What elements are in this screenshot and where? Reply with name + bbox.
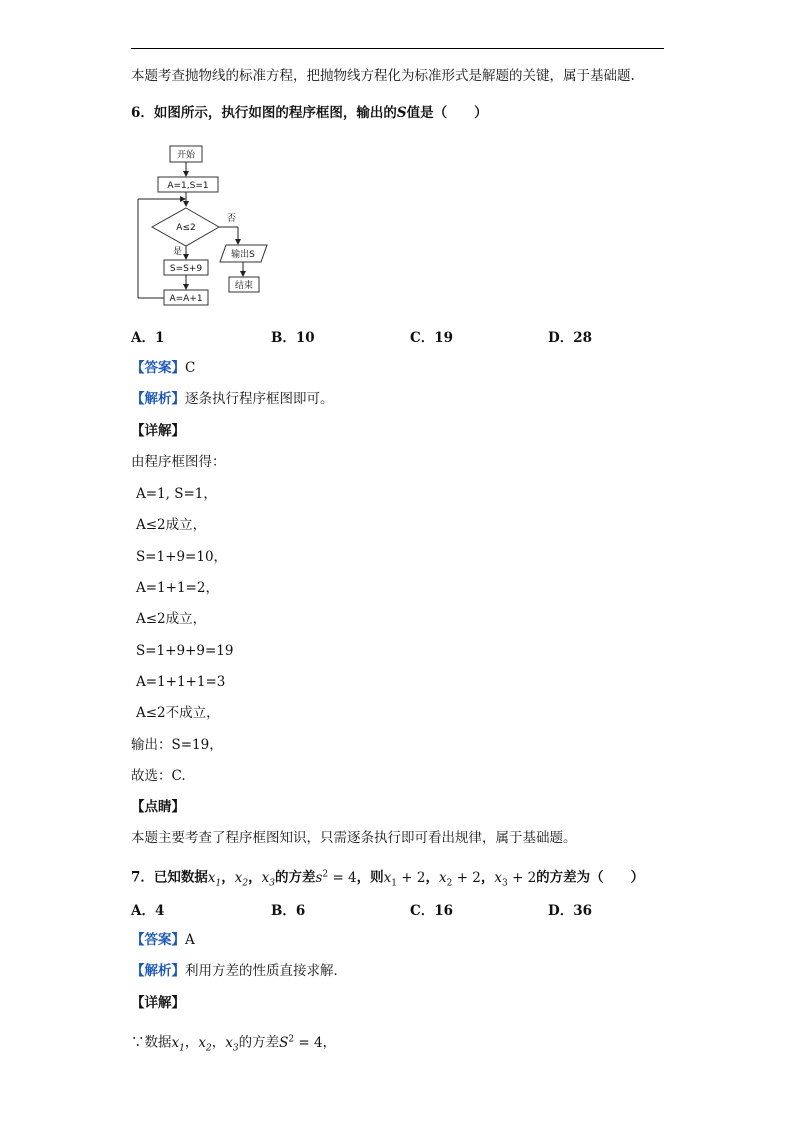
q6-option-d: D．28	[548, 330, 592, 346]
q6-step-1: 由程序框图得：	[131, 454, 226, 470]
q6-step-4: S=1+9=10，	[136, 549, 228, 565]
q7-option-d: D．36	[548, 903, 592, 919]
q6-step-6: A≤2成立，	[136, 611, 207, 627]
q7-detail-heading: 【详解】	[131, 995, 185, 1011]
q7-option-a: A．4	[131, 903, 165, 919]
q6-comment-heading: 【点睛】	[131, 799, 185, 815]
q7-stem: 7．已知数据$x_1$，$x_2$，$x_3$的方差$s^2 = 4$，则$x_1 + 2$，$x_2 + 2$，$x_3 + 2$的方差为（ ）	[131, 869, 645, 889]
q7-option-c: C．16	[410, 903, 454, 919]
previous-summary: 本题考查抛物线的标准方程，把抛物线方程化为标准形式是解题的关键，属于基础题.	[131, 68, 635, 84]
q6-option-c: C．19	[410, 330, 454, 346]
flow-yes-label: 是	[173, 247, 183, 257]
flow-no-label: 否	[227, 214, 237, 224]
q6-step-9: A≤2不成立，	[136, 705, 220, 721]
flow-condition-text: A≤2	[176, 223, 196, 233]
header-rule	[131, 48, 664, 49]
q6-step-5: A=1+1=2，	[136, 580, 219, 596]
flow-update-a-text: A=A+1	[169, 294, 203, 304]
q7-option-b: B．6	[271, 903, 306, 919]
flow-output-text: 输出S	[231, 250, 255, 260]
q7-analysis: 【解析】利用方差的性质直接求解．	[131, 963, 347, 979]
flow-update-s-text: S=S+9	[169, 264, 203, 274]
q6-step-2: A=1, S=1，	[136, 486, 217, 502]
q7-answer: 【答案】A	[131, 932, 195, 948]
q6-step-8: A=1+1+1=3	[136, 674, 226, 690]
q6-step-11: 故选：C.	[131, 768, 186, 784]
flow-start-text: 开始	[176, 150, 196, 161]
q6-analysis: 【解析】逐条执行程序框图即可。	[131, 391, 334, 407]
q6-flowchart	[128, 142, 288, 316]
q6-stem: 6．如图所示，执行如图的程序框图，输出的S值是（ ）	[131, 105, 488, 121]
flow-init-text: A=1,S=1	[167, 181, 209, 191]
q6-step-7: S=1+9+9=19	[136, 643, 234, 659]
q6-step-3: A≤2成立，	[136, 517, 207, 533]
q6-comment: 本题主要考查了程序框图知识，只需逐条执行即可看出规律，属于基础题。	[131, 830, 577, 846]
flow-end-text: 结束	[234, 281, 254, 291]
q6-answer: 【答案】C	[131, 360, 196, 376]
q6-option-b: B．10	[271, 330, 315, 346]
q7-step-1: ∵数据$x_1$，$x_2$，$x_3$的方差$S^2 = 4$，	[131, 1034, 337, 1054]
q6-option-a: A．1	[131, 330, 165, 346]
q6-step-10: 输出：S=19，	[131, 737, 223, 753]
q6-detail-heading: 【详解】	[131, 423, 185, 439]
